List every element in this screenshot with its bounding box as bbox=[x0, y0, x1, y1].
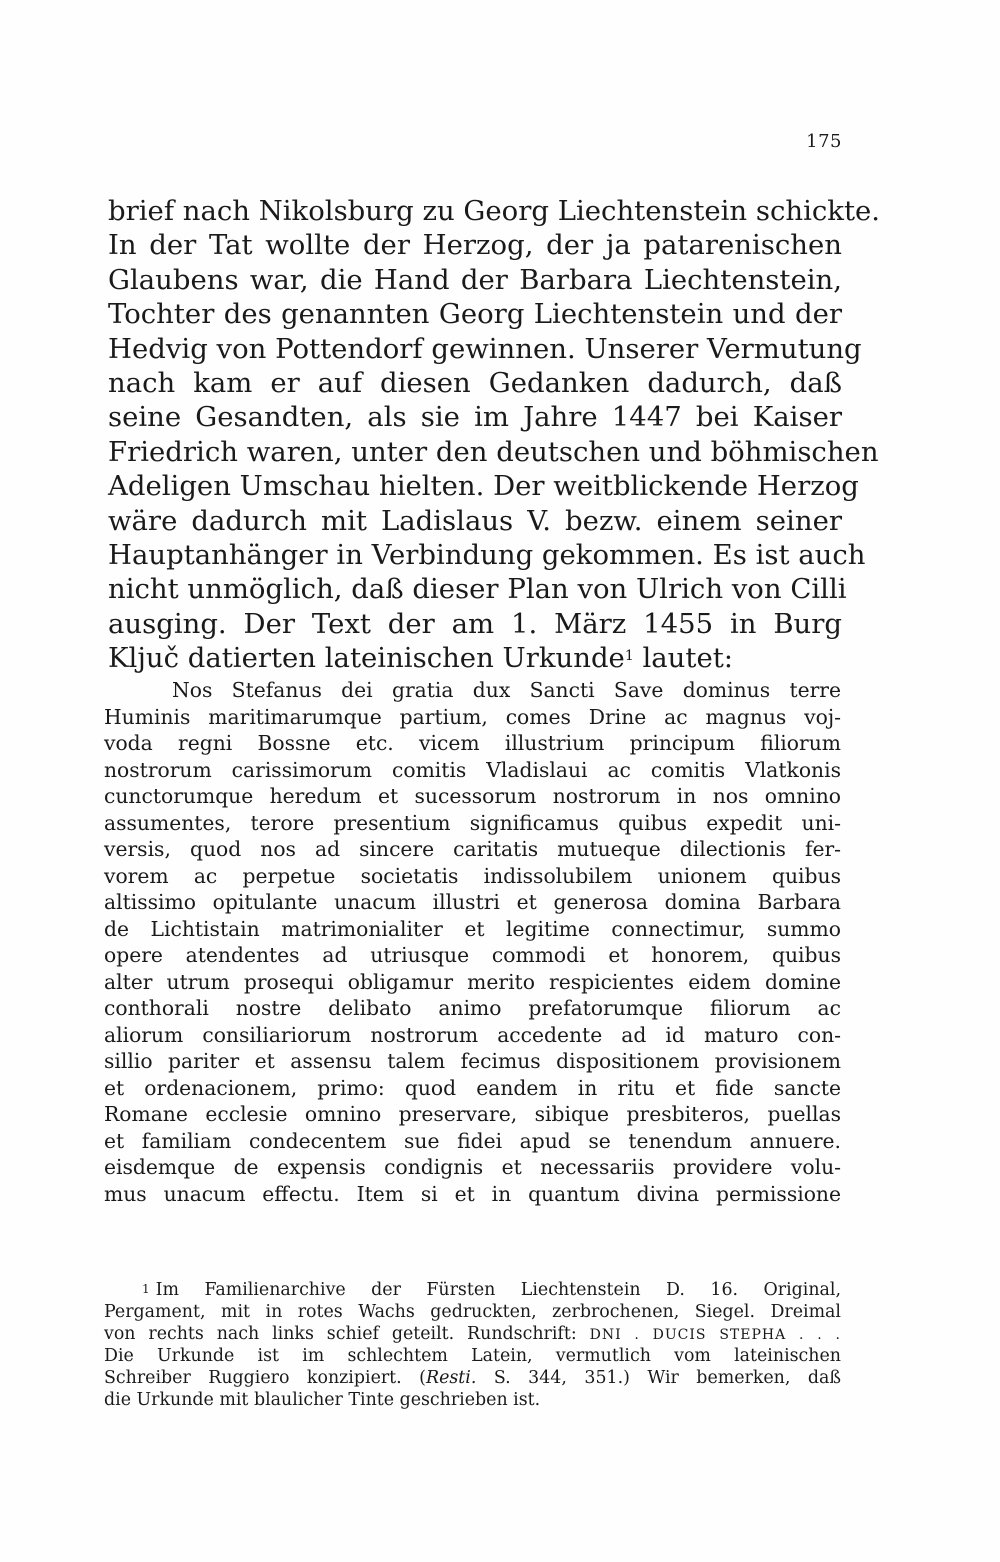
text-line: Friedrich waren, unter den deutschen und böhmischen bbox=[108, 435, 879, 468]
charter-line: de Lichtistain matrimonialiter et legitime connectimur, summo bbox=[104, 916, 841, 941]
charter-line: eisdemque de expensis condignis et necessariis providere volu- bbox=[104, 1155, 841, 1179]
footnote-line bbox=[104, 1280, 841, 1302]
text-line: Adeligen Umschau hielten. Der weitblickende Herzog bbox=[108, 470, 859, 503]
charter-line: conthorali nostre delibato animo prefatorumque filiorum ac bbox=[104, 996, 841, 1020]
footnote-line bbox=[104, 1324, 841, 1347]
text-line: nach kam er auf diesen Gedanken dadurch, daß bbox=[108, 367, 842, 400]
page-number: 175 bbox=[806, 131, 842, 152]
text-line-last-start: Ključ datierten lateinischen Urkunde bbox=[108, 642, 625, 675]
charter-line: Nos Stefanus dei gratia dux Sancti Save dominus terre bbox=[172, 678, 841, 702]
text-line: wäre dadurch mit Ladislaus V. bezw. einem seiner bbox=[108, 504, 842, 537]
charter-line: alter utrum prosequi obligamur merito respicientes eidem domine bbox=[104, 969, 841, 994]
footnote-line: die Urkunde mit blaulicher Tinte geschrieben ist. bbox=[104, 1389, 541, 1410]
footnote-mark: 1 bbox=[142, 1282, 150, 1296]
charter-line: aliorum consiliariorum nostrorum accedente ad id maturo con- bbox=[104, 1022, 841, 1047]
charter-line: opere atendentes ad utriusque commodi et honorem, quibus bbox=[104, 943, 841, 967]
main-paragraph bbox=[108, 194, 881, 676]
text-line-last bbox=[108, 641, 842, 675]
footnote-line: Die Urkunde ist im schlechtem Latein, vermutlich vom lateinischen bbox=[104, 1346, 841, 1367]
text-line: nicht unmöglich, daß dieser Plan von Ulrich von Cilli bbox=[108, 573, 847, 606]
text-line: ausging. Der Text der am 1. März 1455 in Burg bbox=[108, 607, 842, 640]
source-title: Resti. bbox=[425, 1368, 477, 1389]
footnote-line-text: von rechts nach links schief geteilt. Rundschrift: bbox=[104, 1323, 590, 1344]
footnote-line bbox=[104, 1368, 841, 1390]
text-line-last-end: lautet: bbox=[633, 642, 734, 675]
charter-quotation bbox=[104, 677, 841, 1207]
charter-line: et familiam condecentem sue fidei apud se tenendum annuere. bbox=[104, 1128, 841, 1153]
text-line: Tochter des genannten Georg Liechtenstein und der bbox=[108, 298, 842, 331]
text-line: Hedvig von Pottendorf gewinnen. Unserer Vermutung bbox=[108, 332, 862, 365]
charter-line: voda regni Bossne etc. vicem illustrium principum filiorum bbox=[104, 731, 841, 755]
text-line: Hauptanhänger in Verbindung gekommen. Es ist auch bbox=[108, 539, 866, 572]
text-line: In der Tat wollte der Herzog, der ja patarenischen bbox=[108, 229, 842, 262]
charter-line: vorem ac perpetue societatis indissolubilem unionem quibus bbox=[104, 863, 841, 888]
charter-line: nostrorum carissimorum comitis Vladislaui ac comitis Vlatkonis bbox=[104, 757, 841, 782]
footnote-reference: 1 bbox=[624, 648, 634, 665]
footnote-line-text: S. 344, 351.) Wir bemerken, daß bbox=[476, 1368, 841, 1389]
charter-line: Romane ecclesie omnino preservare, sibique presbiteros, puellas bbox=[104, 1102, 841, 1126]
inscription-text: DNI . DUCIS STEPHA . . . bbox=[589, 1326, 841, 1343]
charter-line: mus unacum effectu. Item si et in quantum divina permissione bbox=[104, 1181, 841, 1206]
footnote bbox=[104, 1280, 841, 1412]
charter-line: cunctorumque heredum et sucessorum nostrorum in nos omnino bbox=[104, 784, 841, 808]
text-line: seine Gesandten, als sie im Jahre 1447 bei Kaiser bbox=[108, 401, 842, 434]
charter-line: et ordenacionem, primo: quod eandem in ritu et fide sancte bbox=[104, 1075, 841, 1100]
text-line: Glaubens war, die Hand der Barbara Liechtenstein, bbox=[108, 263, 842, 296]
charter-line: versis, quod nos ad sincere caritatis mutueque dilectionis fer- bbox=[104, 837, 841, 861]
footnote-line-text: Schreiber Ruggiero konzipiert. ( bbox=[104, 1368, 426, 1389]
charter-line: sillio pariter et assensu talem fecimus dispositionem provisionem bbox=[104, 1049, 841, 1073]
charter-line: Huminis maritimarumque partium, comes Drine ac magnus voj- bbox=[104, 704, 841, 729]
text-line: brief nach Nikolsburg zu Georg Liechtenstein schickte. bbox=[108, 195, 881, 227]
footnote-line-text: Im Familienarchive der Fürsten Liechtenstein D. 16. Original, bbox=[155, 1280, 841, 1300]
charter-line: assumentes, terore presentium significamus quibus expedit uni- bbox=[104, 810, 841, 835]
footnote-line: Pergament, mit in rotes Wachs gedruckten, zerbrochenen, Siegel. Dreimal bbox=[104, 1301, 841, 1322]
charter-line: altissimo opitulante unacum illustri et generosa domina Barbara bbox=[104, 890, 841, 914]
